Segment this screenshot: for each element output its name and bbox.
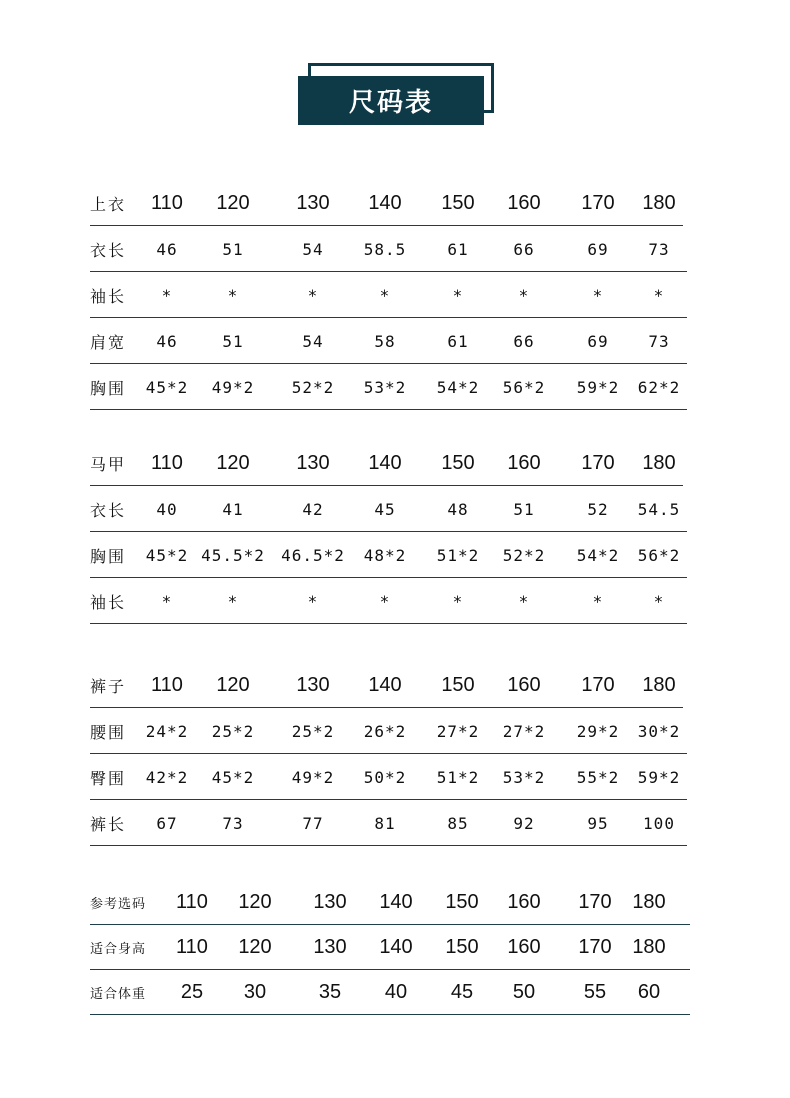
size-header-cell: 170 bbox=[581, 191, 615, 214]
measure-cell: * bbox=[227, 285, 239, 305]
measure-cell: 27*2 bbox=[502, 721, 546, 741]
measure-cell: 51*2 bbox=[436, 545, 480, 565]
reference-cell: 170 bbox=[578, 936, 612, 958]
measure-row bbox=[90, 532, 690, 578]
measure-cell: 92 bbox=[513, 813, 535, 833]
measure-cell: 48 bbox=[447, 499, 469, 519]
measure-cell: 54 bbox=[302, 331, 324, 351]
measure-row bbox=[90, 272, 690, 318]
row-label: 裤长 bbox=[90, 814, 127, 834]
measure-cell: 49*2 bbox=[291, 767, 335, 787]
measure-cell: 45 bbox=[374, 499, 396, 519]
measure-cell: * bbox=[592, 591, 604, 611]
row-label: 胸围 bbox=[90, 546, 127, 566]
measure-cell: 42 bbox=[302, 499, 324, 519]
measure-cell: 52*2 bbox=[502, 545, 546, 565]
measure-row bbox=[90, 318, 690, 364]
measure-cell: 56*2 bbox=[637, 545, 681, 565]
measure-cell: 53*2 bbox=[502, 767, 546, 787]
measure-cell: 54.5 bbox=[637, 499, 681, 519]
reference-cell: 140 bbox=[379, 891, 413, 913]
measure-cell: 45*2 bbox=[145, 377, 189, 397]
measure-cell: 81 bbox=[374, 813, 396, 833]
page-title: 尺码表 bbox=[298, 76, 484, 125]
measure-cell: 45*2 bbox=[145, 545, 189, 565]
size-header-cell: 160 bbox=[507, 451, 541, 474]
measure-row bbox=[90, 486, 690, 532]
measure-cell: * bbox=[452, 285, 464, 305]
measure-cell: 66 bbox=[513, 331, 535, 351]
measure-cell: 42*2 bbox=[145, 767, 189, 787]
size-header-cell: 150 bbox=[441, 673, 475, 696]
measure-cell: 27*2 bbox=[436, 721, 480, 741]
measure-cell: 69 bbox=[587, 239, 609, 259]
measure-cell: 73 bbox=[648, 331, 670, 351]
measure-cell: 56*2 bbox=[502, 377, 546, 397]
measure-cell: 48*2 bbox=[363, 545, 407, 565]
reference-cell: 40 bbox=[384, 981, 408, 1003]
size-header-cell: 120 bbox=[216, 451, 250, 474]
measure-cell: 54*2 bbox=[436, 377, 480, 397]
measure-cell: * bbox=[227, 591, 239, 611]
row-label: 腰围 bbox=[90, 722, 127, 742]
reference-cell: 130 bbox=[313, 891, 347, 913]
row-label: 马甲 bbox=[90, 454, 127, 474]
size-header-cell: 170 bbox=[581, 451, 615, 474]
measure-cell: 51*2 bbox=[436, 767, 480, 787]
measure-cell: 95 bbox=[587, 813, 609, 833]
reference-cell: 110 bbox=[176, 891, 208, 913]
measure-cell: * bbox=[307, 591, 319, 611]
tops-size-table bbox=[90, 180, 690, 410]
size-header-cell: 180 bbox=[642, 191, 676, 214]
measure-cell: 40 bbox=[156, 499, 178, 519]
measure-cell: 29*2 bbox=[576, 721, 620, 741]
title-banner bbox=[298, 63, 498, 127]
size-header-cell: 130 bbox=[296, 191, 330, 214]
reference-cell: 30 bbox=[243, 981, 267, 1003]
measure-cell: 25*2 bbox=[211, 721, 255, 741]
size-header-row bbox=[90, 440, 690, 486]
size-header-cell: 140 bbox=[368, 673, 402, 696]
measure-cell: 59*2 bbox=[576, 377, 620, 397]
size-header-row bbox=[90, 662, 690, 708]
reference-cell: 120 bbox=[238, 936, 272, 958]
measure-cell: 52 bbox=[587, 499, 609, 519]
measure-cell: 67 bbox=[156, 813, 178, 833]
measure-row bbox=[90, 364, 690, 410]
reference-cell: 130 bbox=[313, 936, 347, 958]
size-header-row bbox=[90, 180, 690, 226]
measure-cell: * bbox=[653, 591, 665, 611]
measure-cell: 54 bbox=[302, 239, 324, 259]
reference-cell: 180 bbox=[632, 891, 666, 913]
measure-cell: 73 bbox=[648, 239, 670, 259]
measure-cell: 50*2 bbox=[363, 767, 407, 787]
measure-cell: 53*2 bbox=[363, 377, 407, 397]
measure-cell: 61 bbox=[447, 239, 469, 259]
measure-cell: 73 bbox=[222, 813, 244, 833]
measure-cell: 46.5*2 bbox=[281, 545, 345, 565]
measure-cell: * bbox=[161, 591, 173, 611]
size-header-cell: 110 bbox=[151, 673, 183, 696]
reference-cell: 170 bbox=[578, 891, 612, 913]
row-divider bbox=[90, 1014, 690, 1015]
measure-cell: * bbox=[653, 285, 665, 305]
measure-cell: 59*2 bbox=[637, 767, 681, 787]
reference-cell: 25 bbox=[180, 981, 204, 1003]
measure-cell: 66 bbox=[513, 239, 535, 259]
pants-size-table bbox=[90, 662, 690, 846]
measure-cell: 62*2 bbox=[637, 377, 681, 397]
measure-cell: 85 bbox=[447, 813, 469, 833]
measure-cell: 58 bbox=[374, 331, 396, 351]
measure-row bbox=[90, 800, 690, 846]
reference-cell: 160 bbox=[507, 891, 541, 913]
measure-cell: 51 bbox=[222, 331, 244, 351]
size-header-cell: 180 bbox=[642, 451, 676, 474]
measure-cell: 61 bbox=[447, 331, 469, 351]
size-header-cell: 160 bbox=[507, 673, 541, 696]
measure-cell: * bbox=[452, 591, 464, 611]
measure-cell: 77 bbox=[302, 813, 324, 833]
row-divider bbox=[90, 623, 687, 624]
reference-cell: 110 bbox=[176, 936, 208, 958]
row-label: 裤子 bbox=[90, 676, 127, 696]
size-header-cell: 150 bbox=[441, 191, 475, 214]
reference-row bbox=[90, 970, 690, 1015]
row-label: 适合身高 bbox=[90, 942, 147, 957]
reference-cell: 60 bbox=[637, 981, 661, 1003]
size-header-cell: 140 bbox=[368, 451, 402, 474]
reference-size-table bbox=[90, 880, 690, 1015]
row-label: 上衣 bbox=[90, 194, 127, 214]
size-header-cell: 120 bbox=[216, 673, 250, 696]
measure-cell: 24*2 bbox=[145, 721, 189, 741]
measure-cell: * bbox=[518, 591, 530, 611]
row-label: 衣长 bbox=[90, 500, 127, 520]
measure-cell: * bbox=[379, 285, 391, 305]
size-header-cell: 130 bbox=[296, 673, 330, 696]
reference-cell: 55 bbox=[583, 981, 607, 1003]
size-header-cell: 180 bbox=[642, 673, 676, 696]
row-divider bbox=[90, 845, 687, 846]
row-label: 参考选码 bbox=[90, 897, 147, 912]
row-label: 臀围 bbox=[90, 768, 127, 788]
measure-cell: 30*2 bbox=[637, 721, 681, 741]
size-header-cell: 160 bbox=[507, 191, 541, 214]
size-header-cell: 130 bbox=[296, 451, 330, 474]
reference-cell: 140 bbox=[379, 936, 413, 958]
measure-cell: 51 bbox=[513, 499, 535, 519]
measure-cell: 26*2 bbox=[363, 721, 407, 741]
size-header-cell: 110 bbox=[151, 451, 183, 474]
reference-cell: 150 bbox=[445, 936, 479, 958]
vest-size-table bbox=[90, 440, 690, 624]
size-header-cell: 110 bbox=[151, 191, 183, 214]
reference-cell: 180 bbox=[632, 936, 666, 958]
measure-row bbox=[90, 578, 690, 624]
row-label: 适合体重 bbox=[90, 987, 147, 1002]
row-divider bbox=[90, 409, 687, 410]
row-label: 袖长 bbox=[90, 592, 127, 612]
reference-cell: 150 bbox=[445, 891, 479, 913]
measure-cell: 100 bbox=[643, 813, 675, 833]
measure-cell: * bbox=[518, 285, 530, 305]
measure-cell: 58.5 bbox=[363, 239, 407, 259]
measure-cell: 45.5*2 bbox=[201, 545, 265, 565]
size-header-cell: 170 bbox=[581, 673, 615, 696]
measure-cell: 54*2 bbox=[576, 545, 620, 565]
measure-cell: 52*2 bbox=[291, 377, 335, 397]
measure-row bbox=[90, 754, 690, 800]
row-label: 衣长 bbox=[90, 240, 127, 260]
measure-cell: 46 bbox=[156, 239, 178, 259]
measure-cell: * bbox=[161, 285, 173, 305]
size-header-cell: 120 bbox=[216, 191, 250, 214]
reference-cell: 50 bbox=[512, 981, 536, 1003]
size-header-cell: 150 bbox=[441, 451, 475, 474]
reference-cell: 120 bbox=[238, 891, 272, 913]
measure-row bbox=[90, 708, 690, 754]
measure-cell: 41 bbox=[222, 499, 244, 519]
measure-cell: 51 bbox=[222, 239, 244, 259]
size-header-cell: 140 bbox=[368, 191, 402, 214]
reference-cell: 35 bbox=[318, 981, 342, 1003]
measure-cell: 49*2 bbox=[211, 377, 255, 397]
reference-cell: 160 bbox=[507, 936, 541, 958]
measure-cell: 69 bbox=[587, 331, 609, 351]
measure-cell: * bbox=[379, 591, 391, 611]
reference-cell: 45 bbox=[450, 981, 474, 1003]
measure-cell: 45*2 bbox=[211, 767, 255, 787]
row-label: 袖长 bbox=[90, 286, 127, 306]
row-label: 胸围 bbox=[90, 378, 127, 398]
measure-cell: 25*2 bbox=[291, 721, 335, 741]
row-label: 肩宽 bbox=[90, 332, 127, 352]
measure-cell: 55*2 bbox=[576, 767, 620, 787]
measure-cell: * bbox=[592, 285, 604, 305]
measure-row bbox=[90, 226, 690, 272]
reference-row bbox=[90, 880, 690, 925]
reference-row bbox=[90, 925, 690, 970]
measure-cell: * bbox=[307, 285, 319, 305]
measure-cell: 46 bbox=[156, 331, 178, 351]
